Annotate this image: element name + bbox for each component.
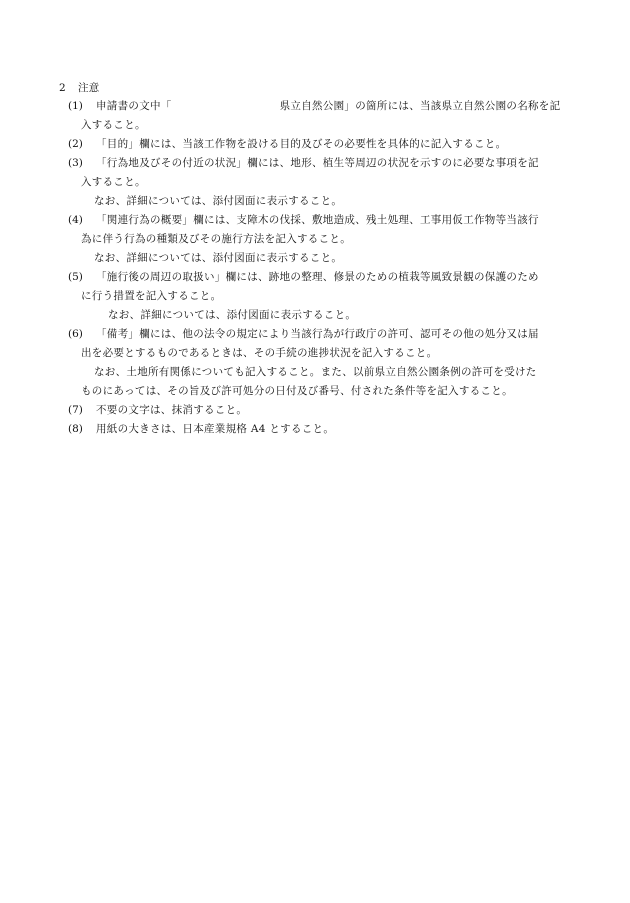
section-title: 注意 [78, 82, 100, 94]
item-number: (8) [68, 423, 83, 435]
item-text-line: 出を必要とするものであるときは、その手続の進捗状況を記入すること。 [81, 347, 438, 359]
item-number: (5) [68, 271, 83, 283]
item-text-line: ものにあっては、その旨及び許可処分の日付及び番号、付された条件等を記入すること。 [81, 385, 513, 397]
item-number: (2) [68, 138, 83, 150]
item-text-line: 「施行後の周辺の取扱い」欄には、跡地の整理、修景のための植栽等風致景観の保護のため [96, 271, 539, 283]
item-text-line: 申請書の文中「 県立自然公園」の箇所には、当該県立自然公園の名称を記 [96, 100, 561, 112]
item-text-line: 「行為地及びその付近の状況」欄には、地形、植生等周辺の状況を示すのに必要な事項を記 [96, 157, 539, 169]
item-text-line: 入すること。 [81, 176, 146, 188]
item-text-line: に行う措置を記入すること。 [81, 290, 222, 302]
item-number: (7) [68, 404, 83, 416]
item-text-line: 「目的」欄には、当該工作物を設ける目的及びその必要性を具体的に記入すること。 [96, 138, 507, 150]
item-note-line: なお、詳細については、添付図面に表示すること。 [94, 252, 343, 264]
item-text-line: 「関連行為の概要」欄には、支障木の伐採、敷地造成、残土処理、工事用仮工作物等当該行 [96, 214, 539, 226]
item-text-line: 不要の文字は、抹消すること。 [96, 404, 248, 416]
item-note-line: なお、詳細については、添付図面に表示すること。 [108, 309, 357, 321]
section-number: 2 [59, 82, 66, 94]
item-text-line: 用紙の大きさは、日本産業規格 A4 とすること。 [96, 423, 335, 435]
item-number: (3) [68, 157, 83, 169]
item-note-line: なお、土地所有関係についても記入すること。また、以前県立自然公園条例の許可を受けた [94, 366, 537, 378]
item-number: (1) [68, 100, 83, 112]
item-text-line: 入すること。 [81, 119, 146, 131]
item-number: (6) [68, 328, 83, 340]
item-text-line: 「備考」欄には、他の法令の規定により当該行為が行政庁の許可、認可その他の処分又は届 [96, 328, 539, 340]
item-note-line: なお、詳細については、添付図面に表示すること。 [94, 195, 343, 207]
item-text-line: 為に伴う行為の種類及びその施行方法を記入すること。 [81, 233, 351, 245]
item-number: (4) [68, 214, 83, 226]
